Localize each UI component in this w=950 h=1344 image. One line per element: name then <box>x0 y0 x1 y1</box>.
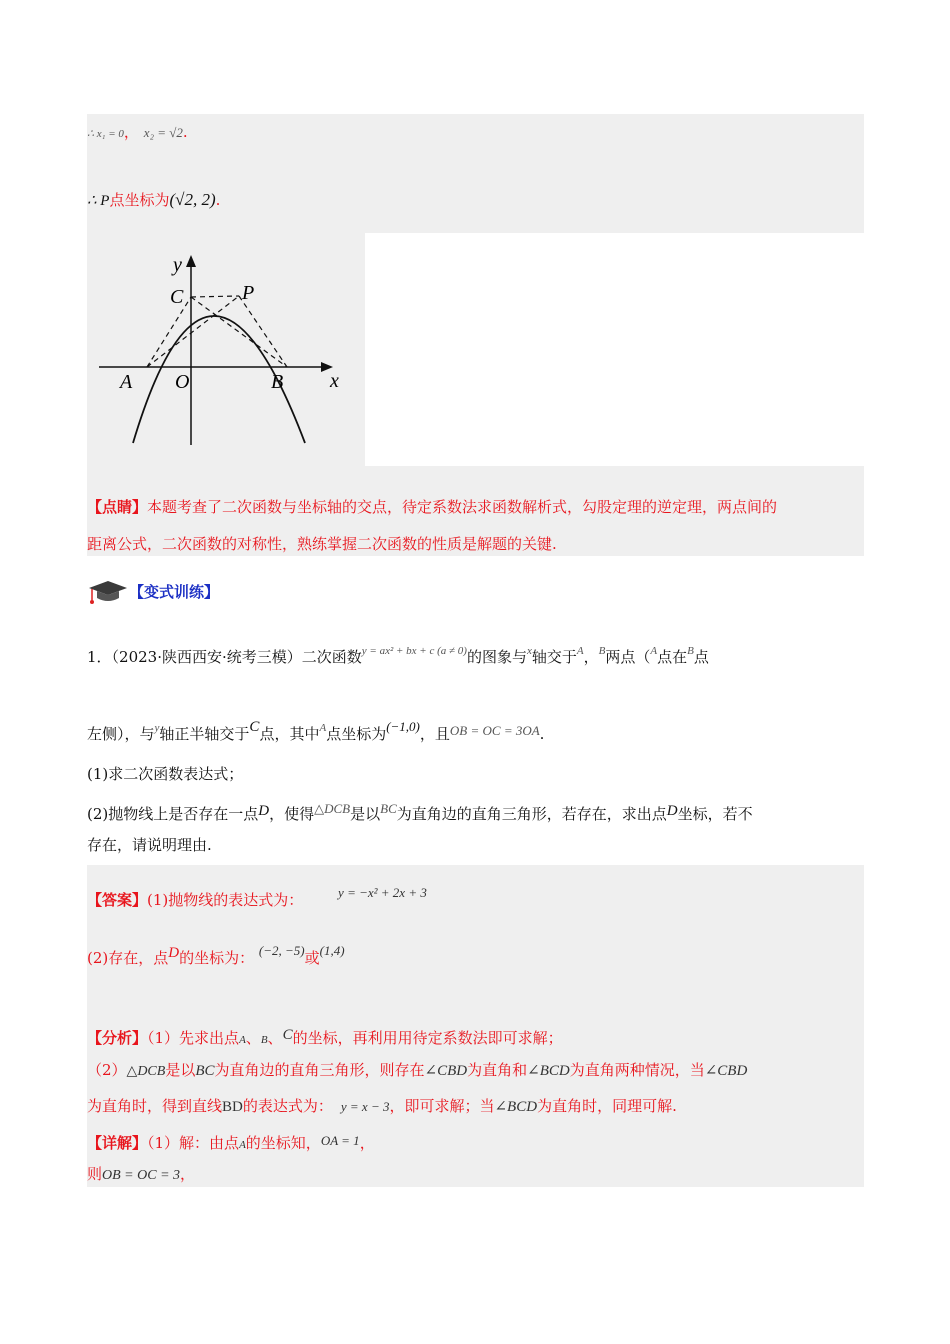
problem-text-g: 点 <box>693 648 709 666</box>
analysis-sep-2: 、 <box>267 1029 283 1047</box>
p-coord-end: . <box>215 191 221 209</box>
question-1 <box>87 764 243 784</box>
detail-line-2 <box>87 1164 195 1186</box>
p-coord-text: 点坐标为 <box>109 191 170 209</box>
var-C: C <box>249 719 260 735</box>
q2-text-line2: 存在，请说明理由. <box>87 836 212 854</box>
detail-tag: 【详解】 <box>87 1134 148 1152</box>
analysis-tag: 【分析】 <box>87 1029 148 1047</box>
detail-2a: 则 <box>87 1165 103 1183</box>
segment-CP <box>191 296 239 297</box>
dianjing-line-1 <box>87 497 777 517</box>
analysis-BD: BD <box>222 1099 243 1115</box>
problem-line-2 <box>87 717 544 744</box>
answer-1-equation: y = −x² + 2x + 3 <box>338 885 427 900</box>
answer-2-text2: 的坐标为： <box>179 949 255 967</box>
dianjing-tag: 【点睛】 <box>87 498 148 516</box>
function-form: y = ax² + bx + c (a ≠ 0) <box>361 645 467 657</box>
var-D2: D <box>666 803 678 819</box>
point-A-coord: (−1,0) <box>386 719 420 734</box>
segment-AP <box>147 296 239 367</box>
problem-text-d: ， <box>583 648 599 666</box>
answer-var-D: D <box>168 945 180 961</box>
analysis-2d: 为直角和 <box>467 1061 528 1079</box>
root-x1: ∴ x₁ = 0 <box>87 128 124 140</box>
dianjing-text-2: 距离公式，二次函数的对称性，熟练掌握二次函数的性质是解题的关键. <box>87 535 557 553</box>
equation-ob-oc: OB = OC = 3OA <box>449 723 540 738</box>
problem-text-2a: 左侧），与 <box>87 725 155 743</box>
var-x: x <box>527 645 532 657</box>
analysis-1a: （1）先求出点 <box>147 1029 240 1047</box>
analysis-var-C: C <box>282 1027 293 1043</box>
p-coord-value: (√2, 2) <box>169 190 216 209</box>
roots-sep: ， <box>123 123 139 141</box>
graduation-cap-icon <box>87 580 129 604</box>
label-C: C <box>170 286 184 308</box>
analysis-3d: 为直角时，同理可解. <box>537 1097 677 1115</box>
problem-text-f: 点在 <box>657 648 688 666</box>
analysis-var-A: A <box>239 1034 246 1046</box>
analysis-line-3 <box>87 1096 677 1117</box>
problem-text-2e: ，且 <box>419 725 450 743</box>
analysis-3b: 的表达式为： <box>242 1097 333 1115</box>
var-B: B <box>598 645 606 657</box>
q2-text-c: 是以 <box>350 805 381 823</box>
problem-text-c: 轴交于 <box>531 648 577 666</box>
segment-CB <box>191 297 287 367</box>
analysis-triangle: △DCB <box>126 1064 166 1079</box>
analysis-1b: 的坐标，再利用用待定系数法即可求解； <box>292 1029 563 1047</box>
label-B: B <box>271 371 284 393</box>
parabola-graph <box>87 233 365 466</box>
var-B2: B <box>687 645 694 657</box>
q2-text-e: 坐标，若不 <box>677 805 753 823</box>
problem-text-2c: 点，其中 <box>259 725 320 743</box>
answer-line-1 <box>87 883 427 910</box>
answer-1-text: (1)抛物线的表达式为： <box>147 891 304 909</box>
detail-var-A: A <box>239 1139 246 1151</box>
analysis-2b: 是以 <box>165 1061 196 1079</box>
detail-1b: 的坐标知， <box>245 1134 321 1152</box>
answer-point-2: (1,4) <box>319 943 345 958</box>
p-coordinate-line <box>87 190 220 211</box>
analysis-line-2 <box>87 1060 747 1082</box>
analysis-line-equation: y = x − 3 <box>340 1099 390 1114</box>
q2-text-b: ，使得 <box>269 805 315 823</box>
analysis-angle-3: ∠CBD <box>704 1063 748 1079</box>
answer-line-2 <box>87 941 345 968</box>
roots-end: . <box>182 123 188 141</box>
y-axis-arrow <box>186 255 196 267</box>
root-x2: x₂ = √2 <box>143 125 183 140</box>
label-O: O <box>175 371 190 393</box>
answer-tag: 【答案】 <box>87 891 148 909</box>
problem-text-2b: 轴正半轴交于 <box>159 725 250 743</box>
question-1-text: (1)求二次函数表达式； <box>87 765 244 783</box>
problem-text-2d: 点坐标为 <box>326 725 387 743</box>
problem-intro: 1．（2023·陕西西安·统考三模）二次函数 <box>87 648 362 666</box>
segment-BC-label: BC <box>380 801 397 816</box>
analysis-2c: 为直角边的直角三角形，则存在 <box>214 1061 425 1079</box>
var-A2: A <box>650 645 658 657</box>
var-y: y <box>154 722 160 734</box>
analysis-angle-2: ∠BCD <box>527 1063 570 1079</box>
section-header <box>87 580 219 606</box>
section-title: 【变式训练】 <box>129 583 220 601</box>
detail-oa-eq: OA = 1 <box>320 1133 360 1148</box>
detail-line-1 <box>87 1131 375 1155</box>
analysis-angle-4: ∠BCD <box>494 1099 538 1115</box>
detail-2b: ， <box>180 1165 196 1183</box>
detail-1c: ， <box>359 1134 375 1152</box>
analysis-line-1 <box>87 1025 563 1050</box>
parabola-figure <box>87 233 365 466</box>
q2-text-a: (2)抛物线上是否存在一点 <box>87 805 259 823</box>
problem-text-b: 的图象与 <box>466 648 527 666</box>
label-x: x <box>330 370 339 392</box>
answer-or: 或 <box>304 949 320 967</box>
problem-text-e: 两点（ <box>605 648 651 666</box>
segment-PB <box>239 296 287 367</box>
problem-text-2f: . <box>539 725 545 743</box>
analysis-angle-1: ∠CBD <box>424 1063 468 1079</box>
roots-line <box>87 122 188 144</box>
question-2-line-2 <box>87 835 212 855</box>
analysis-3a: 为直角时，得到直线 <box>87 1097 223 1115</box>
var-D: D <box>258 803 270 819</box>
label-y: y <box>173 254 182 276</box>
problem-line-1 <box>87 641 709 667</box>
q2-text-d: 为直角边的直角三角形，若存在，求出点 <box>396 805 667 823</box>
analysis-2e: 为直角两种情况，当 <box>569 1061 705 1079</box>
analysis-BC: BC <box>195 1063 215 1079</box>
dianjing-line-2 <box>87 534 557 554</box>
detail-ob-oc-eq: OB = OC = 3 <box>102 1168 181 1183</box>
dianjing-text-1: 本题考查了二次函数与坐标轴的交点，待定系数法求函数解析式，勾股定理的逆定理，两点间的 <box>147 498 778 516</box>
analysis-3c: ，即可求解；当 <box>389 1097 495 1115</box>
question-2-line-1 <box>87 799 753 824</box>
solution-continuation-box <box>87 114 864 233</box>
analysis-var-B: B <box>260 1034 268 1046</box>
label-A: A <box>120 371 133 393</box>
var-A: A <box>576 645 584 657</box>
analysis-2a: （2） <box>87 1061 127 1079</box>
triangle-DCB: △DCB <box>314 801 351 816</box>
answer-2-text: (2)存在，点 <box>87 949 169 967</box>
label-P: P <box>242 282 255 304</box>
detail-1a: （1）解：由点 <box>147 1134 240 1152</box>
p-prefix: ∴ P <box>87 193 110 209</box>
analysis-sep-1: 、 <box>245 1029 261 1047</box>
answer-point-1: (−2, −5) <box>258 943 305 958</box>
var-A3: A <box>319 722 327 734</box>
